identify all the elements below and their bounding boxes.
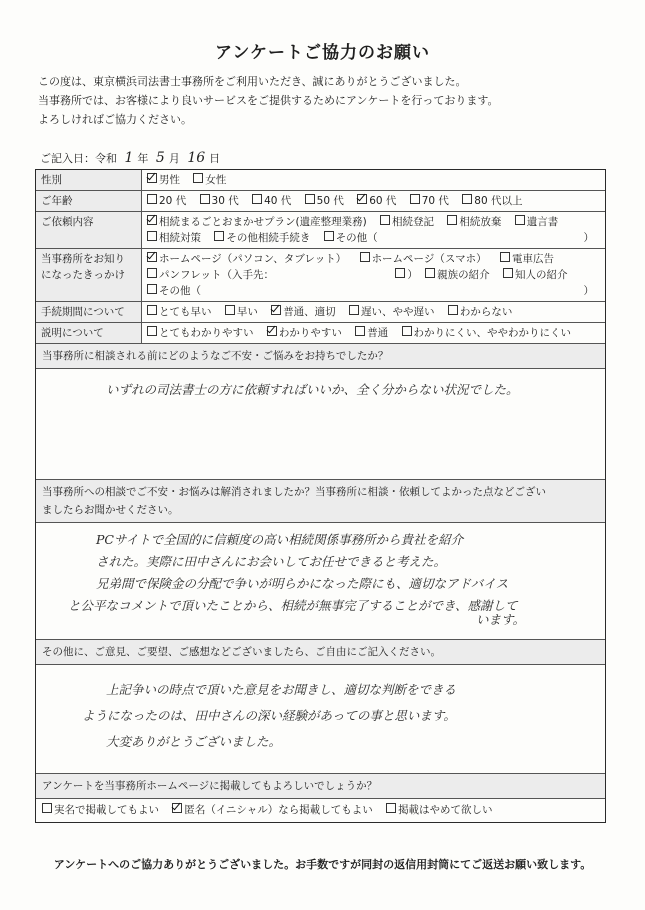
checkbox[interactable] (214, 231, 224, 241)
handwritten-line: 大変ありがとうございました。 (106, 734, 282, 749)
q1-question: 当事務所に相談される前にどのようなご不安・ご悩みをお持ちでしたか？ (36, 344, 605, 369)
option-label: 掲載はやめて欲しい (398, 804, 493, 816)
q3-answer-area[interactable] (36, 665, 605, 774)
handwritten-line: と公平なコメントで頂いたことから、相続が無事完了することができ、感謝して (68, 598, 518, 613)
date-label: ご記入日：令和 (40, 152, 117, 165)
checkbox[interactable] (193, 173, 203, 183)
checkbox[interactable] (503, 268, 513, 278)
option-label: ） (407, 269, 418, 281)
source-option[interactable] (360, 251, 487, 267)
date-day[interactable]: 16 (187, 150, 206, 166)
age-row (36, 191, 605, 212)
checkbox[interactable] (425, 268, 435, 278)
gender-option[interactable] (193, 172, 226, 188)
option-label: 20 代 (159, 195, 187, 207)
request-option[interactable] (324, 230, 378, 246)
option-label: 遺言書 (526, 216, 559, 228)
option-label: その他（ (335, 232, 378, 244)
request-row (36, 212, 605, 249)
request-option[interactable] (380, 214, 434, 230)
handwritten-line: います。 (476, 612, 526, 627)
checkbox[interactable] (147, 326, 157, 336)
option-label: ホームページ（パソコン、タブレット） (159, 253, 347, 265)
request-option[interactable] (147, 230, 201, 246)
intro-line: 当事務所では、お客様により良いサービスをご提供するためにアンケートを行っております。 (38, 94, 499, 107)
option-label: とても早い (159, 306, 212, 318)
option-label: パンフレット（入手先： (159, 269, 274, 281)
checkbox[interactable] (147, 284, 157, 294)
option-label: とてもわかりやすい (159, 327, 254, 339)
option-label: その他（ (159, 285, 201, 297)
source-option[interactable] (500, 251, 554, 267)
footer-note: アンケートへのご協力ありがとうございました。お手数ですが同封の返信用封筒にてご返送お願い致します。 (53, 858, 592, 871)
source-option[interactable] (147, 251, 346, 267)
checkbox[interactable] (386, 803, 396, 813)
month-unit: 月 (168, 152, 180, 165)
option-label: 50 代 (316, 195, 344, 207)
publish-option[interactable] (386, 802, 493, 818)
checkbox[interactable] (200, 194, 210, 204)
explain-label: 説明について (36, 323, 142, 343)
source-option[interactable] (395, 267, 418, 283)
handwritten-line: された。実際に田中さんにお会いしてお任せできると考えた。 (96, 554, 447, 569)
q2-answer-area[interactable] (36, 523, 605, 640)
gender-row (36, 170, 605, 191)
checkbox-checked[interactable] (271, 305, 281, 315)
option-label: 相続対策 (159, 232, 201, 244)
request-option[interactable] (214, 230, 310, 246)
option-label: 遅い、やや遅い (361, 306, 435, 318)
option-label: 30 代 (211, 195, 239, 207)
checkbox[interactable] (500, 252, 510, 262)
age-options (142, 191, 605, 211)
gender-options (142, 170, 605, 190)
option-label: 60 代 (369, 195, 397, 207)
option-label: 電車広告 (512, 253, 554, 265)
option-label: 早い (236, 306, 258, 318)
checkbox-checked[interactable] (357, 194, 367, 204)
checkbox[interactable] (324, 231, 334, 241)
age-option[interactable] (410, 193, 449, 209)
gender-label: 性別 (36, 170, 142, 190)
source-option[interactable] (503, 267, 568, 283)
source-option[interactable] (147, 283, 201, 299)
checkbox-checked[interactable] (147, 252, 157, 262)
option-label: わからない (459, 306, 513, 318)
checkbox[interactable] (515, 215, 525, 225)
q2-question-line: 当事務所への相談でご不安・お悩みは解消されましたか？当事務所に相談・依頼してよかった点などござい (42, 486, 546, 498)
age-option[interactable] (200, 193, 239, 209)
source-option[interactable] (147, 267, 274, 283)
period-label: 手続期間について (36, 302, 142, 322)
age-option[interactable] (462, 193, 522, 209)
paren-close: ） (583, 232, 594, 244)
intro-line: よろしければご協力ください。 (38, 113, 192, 126)
option-label: 親族の紹介 (437, 269, 490, 281)
explain-option[interactable] (402, 325, 572, 341)
option-label: 40 代 (264, 195, 292, 207)
date-year[interactable]: 1 (124, 150, 134, 166)
age-label: ご年齢 (36, 191, 142, 211)
option-label: ホームページ（スマホ） (371, 253, 487, 265)
source-row (36, 249, 605, 302)
period-row (36, 302, 605, 323)
option-label: 70 代 (421, 195, 449, 207)
intro-line: この度は、東京横浜司法書士事務所をご利用いただき、誠にありがとうございました。 (38, 75, 467, 88)
option-label: 知人の紹介 (515, 269, 568, 281)
period-option[interactable] (147, 304, 212, 320)
q2-question-line: ましたらお聞かせください。 (42, 504, 179, 516)
q2-question (36, 480, 605, 523)
checkbox[interactable] (349, 305, 359, 315)
age-option[interactable] (252, 193, 291, 209)
checkbox[interactable] (42, 803, 52, 813)
q1-answer (36, 369, 605, 405)
q3-answer (36, 665, 605, 759)
checkbox[interactable] (305, 194, 315, 204)
date-month[interactable]: 5 (155, 150, 165, 166)
paren-close: ） (583, 285, 594, 297)
option-label: 相続登記 (392, 216, 435, 228)
source-options (142, 249, 605, 301)
handwritten-line: 兄弟間で保険金の分配で争いが明らかになった際にも、適切なアドバイス (96, 576, 509, 591)
checkbox[interactable] (355, 326, 365, 336)
option-label: その他相続手続き (226, 232, 311, 244)
option-label: 匿名（イニシャル）なら掲載してもよい (184, 804, 373, 816)
intro-text (38, 72, 498, 129)
request-label: ご依頼内容 (36, 212, 142, 248)
checkbox-checked[interactable] (147, 173, 157, 183)
period-options (142, 302, 605, 322)
checkbox[interactable] (402, 326, 412, 336)
publish-options (36, 799, 605, 822)
handwritten-line: PCサイトで全国的に信頼度の高い相続関係事務所から貴社を紹介 (96, 532, 464, 547)
period-option[interactable] (349, 304, 435, 320)
request-option[interactable] (147, 214, 367, 230)
q1-answer-area[interactable] (36, 369, 605, 480)
explain-option[interactable] (147, 325, 254, 341)
checkbox[interactable] (448, 305, 458, 315)
explain-options (142, 323, 605, 343)
request-options (142, 212, 605, 248)
gender-option[interactable] (147, 172, 180, 188)
checkbox[interactable] (447, 215, 457, 225)
day-unit: 日 (209, 152, 221, 165)
source-label (36, 249, 142, 301)
checkbox[interactable] (410, 194, 420, 204)
checkbox[interactable] (395, 268, 405, 278)
checkbox-checked[interactable] (147, 215, 157, 225)
checkbox[interactable] (147, 231, 157, 241)
explain-row (36, 323, 605, 344)
handwritten-line: 上記争いの時点で頂いた意見をお聞きし、適切な判断をできる (106, 682, 457, 697)
option-label: 男性 (159, 174, 180, 186)
publish-question: アンケートを当事務所ホームページに掲載してもよろしいでしょうか？ (36, 774, 605, 799)
checkbox-checked[interactable] (267, 326, 277, 336)
request-option[interactable] (515, 214, 559, 230)
age-option[interactable] (305, 193, 344, 209)
option-label: 普通 (367, 327, 389, 339)
survey-form (35, 169, 606, 823)
checkbox[interactable] (360, 252, 370, 262)
option-label: 相続まるごとおまかせプラン(遺産整理業務) (159, 216, 367, 228)
option-label: 女性 (205, 174, 227, 186)
q2-answer (36, 523, 605, 635)
explain-option[interactable] (355, 325, 388, 341)
handwritten-line: いずれの司法書士の方に依頼すればいいか、全く分からない状況でした。 (106, 382, 519, 397)
option-label: わかりやすい (278, 327, 342, 339)
option-label: 相続放棄 (459, 216, 502, 228)
page-title: アンケートご協力のお願い (215, 43, 430, 63)
publish-option[interactable] (172, 802, 372, 818)
period-option[interactable] (448, 304, 513, 320)
checkbox[interactable] (225, 305, 235, 315)
option-label: 80 代以上 (474, 195, 523, 207)
option-label: わかりにくい、ややわかりにくい (413, 327, 572, 339)
source-option[interactable] (425, 267, 490, 283)
option-label: 普通、適切 (283, 306, 336, 318)
checkbox-checked[interactable] (172, 803, 182, 813)
period-option[interactable] (225, 304, 258, 320)
q3-question: その他に、ご意見、ご要望、ご感想などございましたら、ご自由にご記入ください。 (36, 640, 605, 665)
option-label: 実名で掲載してもよい (54, 804, 159, 816)
checkbox[interactable] (147, 305, 157, 315)
source-label-line: になったきっかけ (41, 269, 125, 281)
explain-option[interactable] (267, 325, 342, 341)
source-label-line: 当事務所をお知り (41, 253, 125, 265)
age-option[interactable] (357, 193, 396, 209)
handwritten-line: ようになったのは、田中さんの深い経験があっての事と思います。 (82, 708, 456, 723)
period-option[interactable] (271, 304, 336, 320)
publish-option[interactable] (42, 802, 159, 818)
checkbox[interactable] (147, 268, 157, 278)
year-unit: 年 (137, 152, 149, 165)
checkbox[interactable] (147, 194, 157, 204)
request-option[interactable] (447, 214, 501, 230)
age-option[interactable] (147, 193, 186, 209)
entry-date (40, 150, 220, 166)
checkbox[interactable] (252, 194, 262, 204)
checkbox[interactable] (380, 215, 390, 225)
checkbox[interactable] (462, 194, 472, 204)
